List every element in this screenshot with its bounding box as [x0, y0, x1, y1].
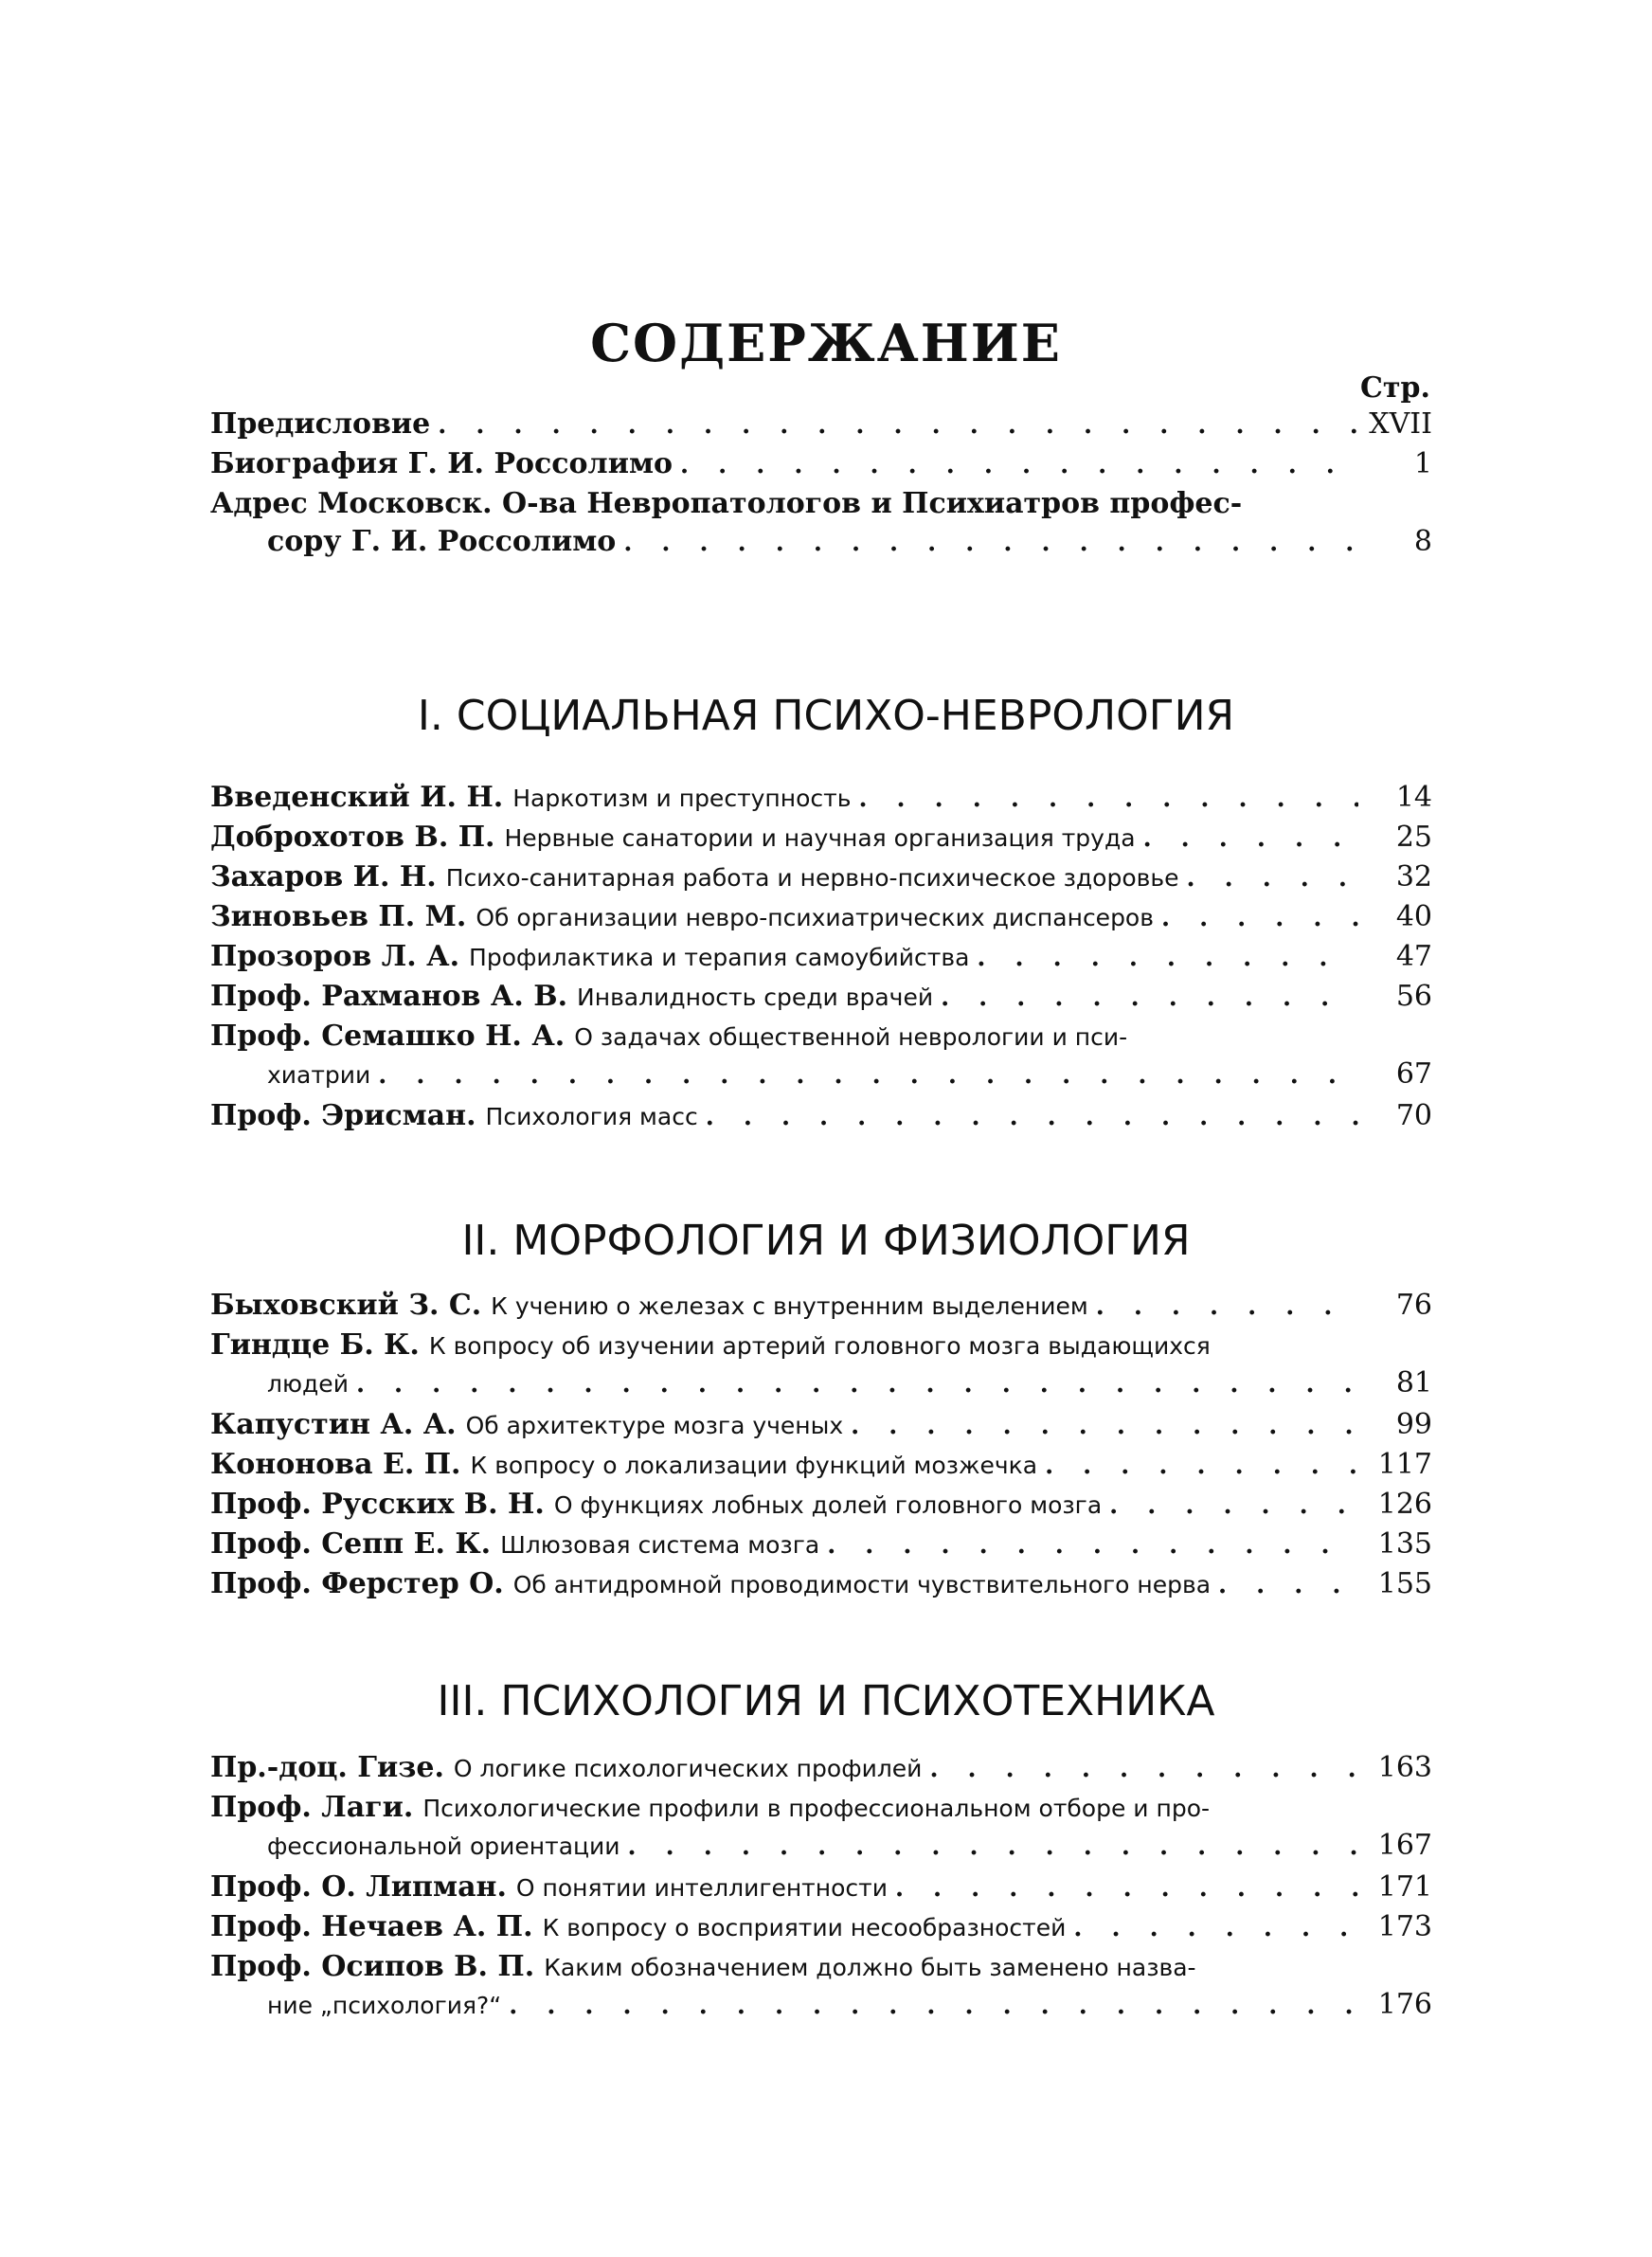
dot-leader [929, 1750, 1358, 1788]
dot-leader [356, 1365, 1358, 1403]
page-number: 176 [1377, 1988, 1432, 2021]
dot-leader [628, 1828, 1358, 1866]
dot-leader [941, 979, 1358, 1017]
dot-leader [706, 1098, 1358, 1136]
contents-title: СОДЕРЖАНИЕ [590, 313, 1062, 373]
dot-leader [977, 939, 1358, 977]
entry-author: Кононова Е. П. [210, 1448, 461, 1481]
entry-title: К вопросу об изучении артерий головного мозга выдающихся [428, 1332, 1211, 1360]
entry-author: Проф. Русских В. Н. [210, 1488, 545, 1521]
entry-title: Психо-санитарная работа и нервно-психическое здоровье [445, 864, 1179, 892]
toc-entry [210, 978, 1432, 1016]
toc-entry [210, 819, 1432, 857]
entry-author: Проф. Нечаев А. П. [210, 1910, 533, 1943]
entry-author: Быховский З. С. [210, 1289, 482, 1322]
page-number: 40 [1395, 900, 1432, 933]
section-title: III. ПСИХОЛОГИЯ И ПСИХОТЕХНИКА [437, 1677, 1215, 1725]
entry-title: К вопросу о локализации функций мозжечка [470, 1452, 1038, 1479]
toc-entry [210, 1869, 1432, 1906]
dot-leader [1186, 859, 1358, 897]
entry-author: Доброхотов В. П. [210, 821, 495, 854]
entry-author: Проф. Лаги. [210, 1791, 414, 1824]
page-number: 76 [1395, 1289, 1432, 1322]
entry-author: Капустин А. А. [210, 1408, 457, 1441]
page-column-label: Стр. [1360, 371, 1430, 405]
page-number: 67 [1395, 1057, 1432, 1091]
entry-title: Психология масс [485, 1103, 698, 1130]
toc-entry [210, 445, 1432, 483]
entry-title: К вопросу о восприятии несообразностей [542, 1914, 1067, 1941]
entry-author: Проф. Сепп Е. К. [210, 1527, 492, 1561]
entry-title-continued: хиатрии [267, 1061, 371, 1089]
dot-leader [680, 446, 1358, 484]
toc-entry [210, 1908, 1432, 1946]
entry-title: О понятии интеллигентности [515, 1874, 888, 1902]
page-number: XVII [1369, 407, 1432, 441]
entry-author: Проф. О. Липман. [210, 1870, 507, 1904]
entry-title: О логике психологических профилей [453, 1755, 923, 1782]
dot-leader [895, 1869, 1358, 1907]
page-number: 99 [1395, 1408, 1432, 1441]
page-number: 81 [1395, 1366, 1432, 1399]
toc-entry [210, 1287, 1432, 1325]
toc-entry [210, 1406, 1432, 1444]
entry-title: Предисловие [210, 407, 431, 441]
entry-title: Биография Г. И. Россолимо [210, 447, 673, 480]
dot-leader [1109, 1487, 1358, 1525]
page-number: 14 [1395, 781, 1432, 814]
section-title: II. МОРФОЛОГИЯ И ФИЗИОЛОГИЯ [461, 1217, 1191, 1265]
toc-entry [210, 485, 1432, 561]
toc-entry [210, 938, 1432, 976]
entry-author: Проф. Рахманов А. В. [210, 980, 568, 1013]
dot-leader [1218, 1566, 1358, 1604]
entry-author: Прозоров Л. А. [210, 940, 460, 973]
entry-author: Зиновьев П. М. [210, 900, 467, 933]
entry-author: Введенский И. Н. [210, 781, 504, 814]
entry-title-continued: ние „психология?“ [267, 1992, 502, 2019]
dot-leader [1073, 1909, 1358, 1947]
dot-leader [623, 524, 1358, 562]
toc-entry [210, 1565, 1432, 1603]
entry-author: Гиндце Б. К. [210, 1328, 420, 1362]
page-number: 135 [1377, 1527, 1432, 1561]
toc-entry [210, 1789, 1432, 1865]
page-number: 8 [1413, 525, 1432, 558]
page-number: 25 [1395, 821, 1432, 854]
toc-entry [210, 779, 1432, 817]
page-number: 56 [1395, 980, 1432, 1013]
dot-leader [438, 406, 1358, 444]
dot-leader [509, 1987, 1358, 2025]
entry-title: Адрес Московск. О-ва Невропатологов и Психиатров профес- [210, 487, 1243, 520]
entry-author: Захаров И. Н. [210, 860, 437, 894]
entry-title: Об архитектуре мозга ученых [465, 1412, 844, 1439]
entry-title: К учению о железах с внутренним выделением [491, 1292, 1088, 1320]
dot-leader [378, 1056, 1358, 1094]
entry-author: Проф. Осипов В. П. [210, 1950, 535, 1983]
toc-entry [210, 1486, 1432, 1524]
page-number: 155 [1377, 1567, 1432, 1600]
entry-title: Профилактика и терапия самоубийства [469, 944, 970, 971]
toc-entry [210, 1097, 1432, 1135]
toc-entry [210, 1526, 1432, 1563]
page-number: 32 [1395, 860, 1432, 894]
entry-title: Наркотизм и преступность [512, 785, 852, 812]
entry-title: Каким обозначением должно быть заменено назва- [544, 1954, 1196, 1981]
dot-leader [827, 1526, 1358, 1564]
page-number: 1 [1413, 447, 1432, 480]
dot-leader [851, 1407, 1358, 1445]
toc-entry [210, 858, 1432, 896]
entry-author: Проф. Семашко Н. А. [210, 1020, 566, 1053]
entry-title: Психологические профили в профессиональном отборе и про- [422, 1795, 1211, 1822]
page-number: 173 [1377, 1910, 1432, 1943]
entry-title: Об организации невро-психиатрических диспансеров [476, 904, 1154, 931]
dot-leader [858, 780, 1358, 818]
entry-author: Проф. Ферстер О. [210, 1567, 504, 1600]
page-number: 167 [1377, 1829, 1432, 1862]
page-number: 171 [1377, 1870, 1432, 1904]
toc-entry [210, 406, 1432, 443]
entry-title-continued: людей [267, 1370, 349, 1398]
entry-title-continued: фессиональной ориентации [267, 1833, 620, 1860]
entry-author: Пр.-доц. Гизе. [210, 1751, 444, 1784]
section-title: I. СОЦИАЛЬНАЯ ПСИХО-НЕВРОЛОГИЯ [417, 692, 1235, 740]
page-number: 126 [1377, 1488, 1432, 1521]
dot-leader [1096, 1288, 1358, 1326]
toc-entry [210, 1018, 1432, 1093]
entry-author: Проф. Эрисман. [210, 1099, 476, 1132]
entry-title-continued: сору Г. И. Россолимо [267, 525, 617, 558]
toc-entry [210, 898, 1432, 936]
toc-entry [210, 1446, 1432, 1484]
page-number: 47 [1395, 940, 1432, 973]
entry-title: О задачах общественной неврологии и пси- [574, 1023, 1128, 1051]
entry-title: О функциях лобных долей головного мозга [553, 1491, 1103, 1519]
page-number: 163 [1377, 1751, 1432, 1784]
dot-leader [1161, 899, 1358, 937]
entry-title: Нервные санатории и научная организация труда [504, 824, 1136, 852]
dot-leader [1143, 820, 1358, 858]
page-number: 117 [1377, 1448, 1432, 1481]
toc-entry [210, 1327, 1432, 1402]
entry-title: Инвалидность среди врачей [577, 984, 934, 1011]
entry-title: Об антидромной проводимости чувствительного нерва [512, 1571, 1212, 1598]
toc-entry [210, 1749, 1432, 1787]
entry-title: Шлюзовая система мозга [500, 1531, 820, 1559]
page-number: 70 [1395, 1099, 1432, 1132]
dot-leader [1045, 1447, 1358, 1485]
toc-entry [210, 1948, 1432, 2024]
